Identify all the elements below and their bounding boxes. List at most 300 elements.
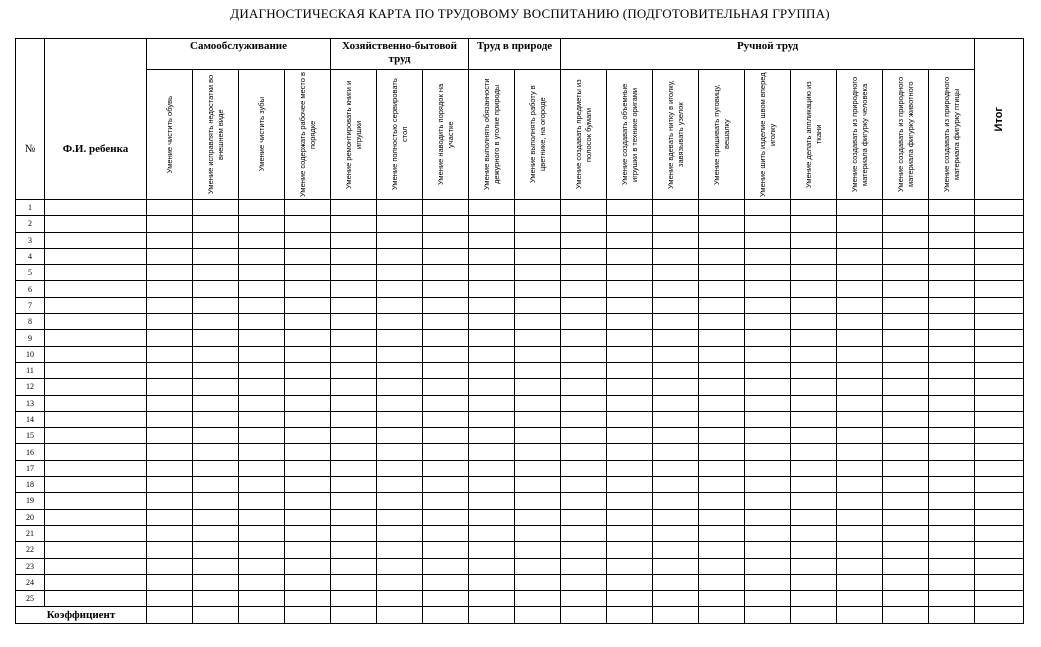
score-cell[interactable] — [975, 248, 1024, 264]
score-cell[interactable] — [745, 493, 791, 509]
score-cell[interactable] — [377, 200, 423, 216]
score-cell[interactable] — [561, 281, 607, 297]
score-cell[interactable] — [469, 379, 515, 395]
score-cell[interactable] — [377, 232, 423, 248]
score-cell[interactable] — [561, 574, 607, 590]
score-cell[interactable] — [469, 330, 515, 346]
score-cell[interactable] — [285, 542, 331, 558]
score-cell[interactable] — [515, 200, 561, 216]
score-cell[interactable] — [745, 444, 791, 460]
score-cell[interactable] — [285, 591, 331, 607]
score-cell[interactable] — [469, 411, 515, 427]
score-cell[interactable] — [837, 428, 883, 444]
score-cell[interactable] — [791, 314, 837, 330]
score-cell[interactable] — [285, 574, 331, 590]
score-cell[interactable] — [837, 411, 883, 427]
score-cell[interactable] — [469, 460, 515, 476]
score-cell[interactable] — [331, 477, 377, 493]
score-cell[interactable] — [883, 248, 929, 264]
score-cell[interactable] — [147, 379, 193, 395]
score-cell[interactable] — [653, 265, 699, 281]
score-cell[interactable] — [975, 379, 1024, 395]
score-cell[interactable] — [561, 460, 607, 476]
score-cell[interactable] — [837, 232, 883, 248]
child-name-cell[interactable] — [45, 248, 147, 264]
score-cell[interactable] — [929, 248, 975, 264]
score-cell[interactable] — [883, 346, 929, 362]
score-cell[interactable] — [883, 314, 929, 330]
score-cell[interactable] — [561, 265, 607, 281]
score-cell[interactable] — [423, 248, 469, 264]
child-name-cell[interactable] — [45, 411, 147, 427]
score-cell[interactable] — [147, 216, 193, 232]
score-cell[interactable] — [607, 346, 653, 362]
score-cell[interactable] — [607, 379, 653, 395]
score-cell[interactable] — [239, 525, 285, 541]
score-cell[interactable] — [193, 525, 239, 541]
score-cell[interactable] — [745, 232, 791, 248]
score-cell[interactable] — [607, 265, 653, 281]
score-cell[interactable] — [147, 330, 193, 346]
score-cell[interactable] — [929, 428, 975, 444]
child-name-cell[interactable] — [45, 428, 147, 444]
score-cell[interactable] — [331, 542, 377, 558]
child-name-cell[interactable] — [45, 362, 147, 378]
score-cell[interactable] — [929, 493, 975, 509]
score-cell[interactable] — [515, 591, 561, 607]
score-cell[interactable] — [699, 477, 745, 493]
score-cell[interactable] — [975, 558, 1024, 574]
score-cell[interactable] — [469, 297, 515, 313]
score-cell[interactable] — [285, 362, 331, 378]
score-cell[interactable] — [883, 542, 929, 558]
score-cell[interactable] — [837, 346, 883, 362]
score-cell[interactable] — [331, 444, 377, 460]
score-cell[interactable] — [423, 330, 469, 346]
score-cell[interactable] — [285, 346, 331, 362]
score-cell[interactable] — [561, 232, 607, 248]
score-cell[interactable] — [975, 525, 1024, 541]
score-cell[interactable] — [745, 248, 791, 264]
score-cell[interactable] — [745, 509, 791, 525]
score-cell[interactable] — [331, 200, 377, 216]
score-cell[interactable] — [285, 477, 331, 493]
score-cell[interactable] — [285, 411, 331, 427]
score-cell[interactable] — [699, 216, 745, 232]
score-cell[interactable] — [791, 591, 837, 607]
score-cell[interactable] — [285, 265, 331, 281]
score-cell[interactable] — [193, 607, 239, 623]
score-cell[interactable] — [883, 444, 929, 460]
score-cell[interactable] — [929, 297, 975, 313]
score-cell[interactable] — [331, 395, 377, 411]
score-cell[interactable] — [699, 574, 745, 590]
score-cell[interactable] — [883, 216, 929, 232]
score-cell[interactable] — [699, 428, 745, 444]
score-cell[interactable] — [837, 330, 883, 346]
score-cell[interactable] — [699, 232, 745, 248]
score-cell[interactable] — [883, 607, 929, 623]
score-cell[interactable] — [745, 558, 791, 574]
score-cell[interactable] — [653, 346, 699, 362]
score-cell[interactable] — [791, 232, 837, 248]
score-cell[interactable] — [791, 248, 837, 264]
score-cell[interactable] — [285, 558, 331, 574]
score-cell[interactable] — [837, 216, 883, 232]
score-cell[interactable] — [837, 477, 883, 493]
score-cell[interactable] — [699, 558, 745, 574]
score-cell[interactable] — [239, 591, 285, 607]
score-cell[interactable] — [883, 379, 929, 395]
score-cell[interactable] — [147, 493, 193, 509]
score-cell[interactable] — [929, 477, 975, 493]
score-cell[interactable] — [515, 493, 561, 509]
score-cell[interactable] — [423, 216, 469, 232]
score-cell[interactable] — [791, 477, 837, 493]
score-cell[interactable] — [975, 411, 1024, 427]
score-cell[interactable] — [331, 297, 377, 313]
score-cell[interactable] — [561, 493, 607, 509]
score-cell[interactable] — [147, 314, 193, 330]
score-cell[interactable] — [239, 607, 285, 623]
score-cell[interactable] — [929, 542, 975, 558]
score-cell[interactable] — [193, 558, 239, 574]
child-name-cell[interactable] — [45, 591, 147, 607]
score-cell[interactable] — [699, 460, 745, 476]
score-cell[interactable] — [653, 411, 699, 427]
score-cell[interactable] — [883, 297, 929, 313]
score-cell[interactable] — [837, 362, 883, 378]
score-cell[interactable] — [561, 346, 607, 362]
score-cell[interactable] — [837, 574, 883, 590]
score-cell[interactable] — [745, 200, 791, 216]
score-cell[interactable] — [607, 232, 653, 248]
score-cell[interactable] — [423, 607, 469, 623]
score-cell[interactable] — [791, 281, 837, 297]
score-cell[interactable] — [653, 379, 699, 395]
score-cell[interactable] — [561, 395, 607, 411]
score-cell[interactable] — [837, 395, 883, 411]
score-cell[interactable] — [331, 525, 377, 541]
score-cell[interactable] — [975, 200, 1024, 216]
score-cell[interactable] — [975, 346, 1024, 362]
score-cell[interactable] — [837, 525, 883, 541]
score-cell[interactable] — [515, 509, 561, 525]
score-cell[interactable] — [147, 281, 193, 297]
score-cell[interactable] — [607, 248, 653, 264]
score-cell[interactable] — [469, 216, 515, 232]
score-cell[interactable] — [239, 232, 285, 248]
score-cell[interactable] — [331, 216, 377, 232]
score-cell[interactable] — [561, 314, 607, 330]
score-cell[interactable] — [607, 444, 653, 460]
score-cell[interactable] — [561, 444, 607, 460]
score-cell[interactable] — [929, 411, 975, 427]
score-cell[interactable] — [745, 314, 791, 330]
score-cell[interactable] — [745, 281, 791, 297]
score-cell[interactable] — [193, 428, 239, 444]
score-cell[interactable] — [837, 444, 883, 460]
score-cell[interactable] — [331, 346, 377, 362]
score-cell[interactable] — [883, 428, 929, 444]
score-cell[interactable] — [607, 477, 653, 493]
score-cell[interactable] — [975, 509, 1024, 525]
score-cell[interactable] — [837, 509, 883, 525]
score-cell[interactable] — [653, 558, 699, 574]
score-cell[interactable] — [515, 346, 561, 362]
score-cell[interactable] — [331, 265, 377, 281]
score-cell[interactable] — [929, 200, 975, 216]
score-cell[interactable] — [193, 591, 239, 607]
score-cell[interactable] — [653, 216, 699, 232]
score-cell[interactable] — [285, 525, 331, 541]
score-cell[interactable] — [285, 444, 331, 460]
child-name-cell[interactable] — [45, 444, 147, 460]
score-cell[interactable] — [193, 248, 239, 264]
score-cell[interactable] — [699, 248, 745, 264]
score-cell[interactable] — [561, 558, 607, 574]
score-cell[interactable] — [883, 200, 929, 216]
score-cell[interactable] — [147, 248, 193, 264]
score-cell[interactable] — [607, 558, 653, 574]
score-cell[interactable] — [929, 216, 975, 232]
score-cell[interactable] — [837, 379, 883, 395]
score-cell[interactable] — [377, 509, 423, 525]
score-cell[interactable] — [147, 444, 193, 460]
score-cell[interactable] — [837, 248, 883, 264]
score-cell[interactable] — [239, 330, 285, 346]
score-cell[interactable] — [469, 574, 515, 590]
score-cell[interactable] — [147, 477, 193, 493]
score-cell[interactable] — [469, 362, 515, 378]
score-cell[interactable] — [193, 395, 239, 411]
score-cell[interactable] — [653, 200, 699, 216]
score-cell[interactable] — [791, 330, 837, 346]
score-cell[interactable] — [745, 591, 791, 607]
score-cell[interactable] — [193, 200, 239, 216]
score-cell[interactable] — [423, 509, 469, 525]
score-cell[interactable] — [561, 200, 607, 216]
score-cell[interactable] — [193, 542, 239, 558]
score-cell[interactable] — [239, 281, 285, 297]
score-cell[interactable] — [377, 591, 423, 607]
child-name-cell[interactable] — [45, 200, 147, 216]
score-cell[interactable] — [883, 460, 929, 476]
score-cell[interactable] — [975, 281, 1024, 297]
score-cell[interactable] — [607, 281, 653, 297]
child-name-cell[interactable] — [45, 216, 147, 232]
score-cell[interactable] — [239, 509, 285, 525]
score-cell[interactable] — [837, 460, 883, 476]
score-cell[interactable] — [515, 444, 561, 460]
score-cell[interactable] — [883, 558, 929, 574]
score-cell[interactable] — [883, 281, 929, 297]
score-cell[interactable] — [147, 395, 193, 411]
score-cell[interactable] — [147, 297, 193, 313]
score-cell[interactable] — [147, 574, 193, 590]
child-name-cell[interactable] — [45, 525, 147, 541]
score-cell[interactable] — [515, 232, 561, 248]
child-name-cell[interactable] — [45, 574, 147, 590]
score-cell[interactable] — [193, 509, 239, 525]
score-cell[interactable] — [653, 428, 699, 444]
score-cell[interactable] — [469, 232, 515, 248]
score-cell[interactable] — [469, 607, 515, 623]
score-cell[interactable] — [147, 428, 193, 444]
score-cell[interactable] — [469, 509, 515, 525]
score-cell[interactable] — [699, 509, 745, 525]
score-cell[interactable] — [331, 411, 377, 427]
score-cell[interactable] — [653, 232, 699, 248]
score-cell[interactable] — [745, 297, 791, 313]
score-cell[interactable] — [469, 428, 515, 444]
score-cell[interactable] — [285, 248, 331, 264]
score-cell[interactable] — [653, 460, 699, 476]
child-name-cell[interactable] — [45, 460, 147, 476]
score-cell[interactable] — [193, 362, 239, 378]
score-cell[interactable] — [515, 428, 561, 444]
score-cell[interactable] — [193, 493, 239, 509]
score-cell[interactable] — [561, 216, 607, 232]
score-cell[interactable] — [147, 265, 193, 281]
score-cell[interactable] — [423, 346, 469, 362]
score-cell[interactable] — [469, 477, 515, 493]
score-cell[interactable] — [607, 428, 653, 444]
score-cell[interactable] — [147, 542, 193, 558]
score-cell[interactable] — [561, 362, 607, 378]
score-cell[interactable] — [607, 411, 653, 427]
score-cell[interactable] — [469, 281, 515, 297]
score-cell[interactable] — [423, 574, 469, 590]
score-cell[interactable] — [193, 297, 239, 313]
score-cell[interactable] — [331, 428, 377, 444]
score-cell[interactable] — [929, 346, 975, 362]
score-cell[interactable] — [423, 525, 469, 541]
score-cell[interactable] — [193, 281, 239, 297]
score-cell[interactable] — [929, 509, 975, 525]
score-cell[interactable] — [423, 460, 469, 476]
score-cell[interactable] — [791, 574, 837, 590]
score-cell[interactable] — [883, 265, 929, 281]
score-cell[interactable] — [929, 379, 975, 395]
score-cell[interactable] — [377, 493, 423, 509]
score-cell[interactable] — [561, 591, 607, 607]
score-cell[interactable] — [147, 525, 193, 541]
score-cell[interactable] — [515, 558, 561, 574]
score-cell[interactable] — [607, 297, 653, 313]
score-cell[interactable] — [377, 574, 423, 590]
score-cell[interactable] — [377, 314, 423, 330]
score-cell[interactable] — [607, 591, 653, 607]
score-cell[interactable] — [377, 330, 423, 346]
score-cell[interactable] — [883, 362, 929, 378]
score-cell[interactable] — [653, 330, 699, 346]
child-name-cell[interactable] — [45, 330, 147, 346]
score-cell[interactable] — [699, 591, 745, 607]
score-cell[interactable] — [699, 314, 745, 330]
score-cell[interactable] — [469, 558, 515, 574]
score-cell[interactable] — [653, 297, 699, 313]
score-cell[interactable] — [699, 265, 745, 281]
score-cell[interactable] — [331, 330, 377, 346]
score-cell[interactable] — [147, 460, 193, 476]
score-cell[interactable] — [377, 444, 423, 460]
score-cell[interactable] — [377, 542, 423, 558]
score-cell[interactable] — [239, 460, 285, 476]
score-cell[interactable] — [377, 428, 423, 444]
child-name-cell[interactable] — [45, 558, 147, 574]
score-cell[interactable] — [331, 607, 377, 623]
score-cell[interactable] — [975, 216, 1024, 232]
score-cell[interactable] — [423, 200, 469, 216]
score-cell[interactable] — [883, 509, 929, 525]
score-cell[interactable] — [193, 411, 239, 427]
score-cell[interactable] — [239, 346, 285, 362]
score-cell[interactable] — [515, 314, 561, 330]
score-cell[interactable] — [193, 460, 239, 476]
score-cell[interactable] — [791, 346, 837, 362]
child-name-cell[interactable] — [45, 477, 147, 493]
score-cell[interactable] — [745, 265, 791, 281]
score-cell[interactable] — [469, 395, 515, 411]
score-cell[interactable] — [515, 330, 561, 346]
score-cell[interactable] — [837, 281, 883, 297]
score-cell[interactable] — [423, 232, 469, 248]
score-cell[interactable] — [791, 200, 837, 216]
score-cell[interactable] — [699, 200, 745, 216]
score-cell[interactable] — [515, 460, 561, 476]
score-cell[interactable] — [515, 525, 561, 541]
score-cell[interactable] — [239, 362, 285, 378]
score-cell[interactable] — [929, 362, 975, 378]
score-cell[interactable] — [239, 428, 285, 444]
score-cell[interactable] — [607, 216, 653, 232]
score-cell[interactable] — [745, 460, 791, 476]
score-cell[interactable] — [929, 395, 975, 411]
score-cell[interactable] — [883, 574, 929, 590]
score-cell[interactable] — [607, 330, 653, 346]
child-name-cell[interactable] — [45, 314, 147, 330]
score-cell[interactable] — [975, 460, 1024, 476]
score-cell[interactable] — [837, 558, 883, 574]
score-cell[interactable] — [147, 411, 193, 427]
score-cell[interactable] — [975, 232, 1024, 248]
score-cell[interactable] — [653, 477, 699, 493]
score-cell[interactable] — [285, 314, 331, 330]
score-cell[interactable] — [239, 477, 285, 493]
score-cell[interactable] — [423, 558, 469, 574]
score-cell[interactable] — [469, 542, 515, 558]
score-cell[interactable] — [745, 477, 791, 493]
score-cell[interactable] — [929, 574, 975, 590]
score-cell[interactable] — [377, 362, 423, 378]
score-cell[interactable] — [469, 444, 515, 460]
score-cell[interactable] — [377, 379, 423, 395]
score-cell[interactable] — [883, 395, 929, 411]
score-cell[interactable] — [239, 444, 285, 460]
score-cell[interactable] — [699, 281, 745, 297]
score-cell[interactable] — [285, 216, 331, 232]
score-cell[interactable] — [837, 607, 883, 623]
score-cell[interactable] — [423, 444, 469, 460]
score-cell[interactable] — [239, 379, 285, 395]
score-cell[interactable] — [331, 281, 377, 297]
score-cell[interactable] — [515, 411, 561, 427]
score-cell[interactable] — [745, 379, 791, 395]
score-cell[interactable] — [929, 232, 975, 248]
score-cell[interactable] — [423, 297, 469, 313]
score-cell[interactable] — [285, 281, 331, 297]
